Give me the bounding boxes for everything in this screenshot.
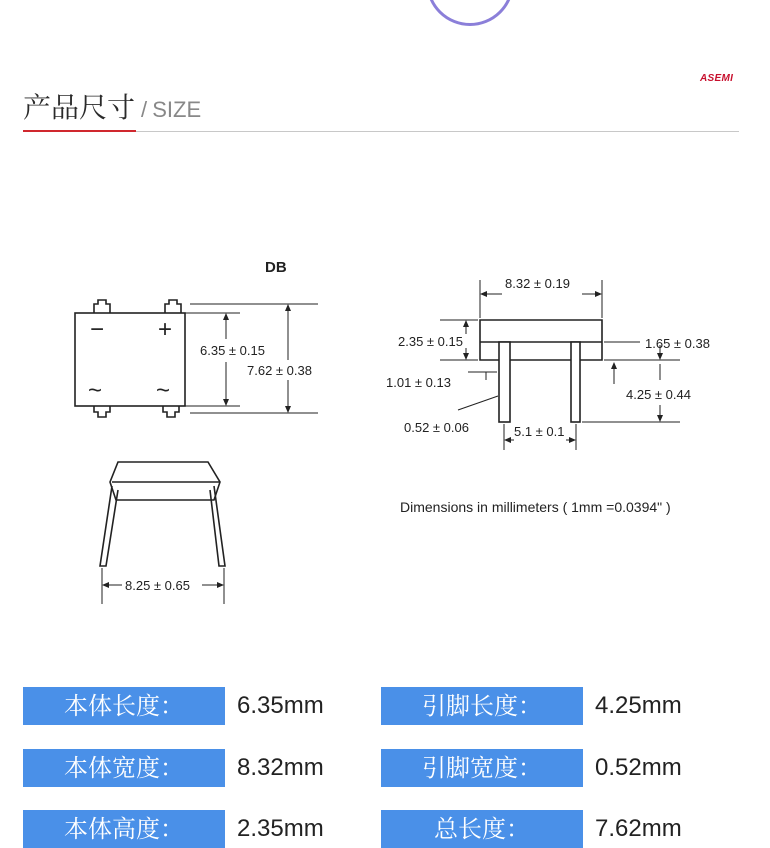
dim-outer-label: 7.62 ± 0.38 bbox=[247, 363, 312, 378]
dim-pitch-label: 5.1 ± 0.1 bbox=[514, 424, 565, 439]
profile-view bbox=[480, 320, 602, 422]
section-header bbox=[23, 86, 201, 126]
profile-pin-right bbox=[571, 342, 580, 422]
dim-standoff-label: 1.65 ± 0.38 bbox=[645, 336, 710, 351]
dim-inner-label: 6.35 ± 0.15 bbox=[200, 343, 265, 358]
ac-symbol-left: ~ bbox=[88, 377, 103, 404]
spec-label: 引脚长度： bbox=[381, 687, 583, 725]
top-view-dim-lines bbox=[185, 304, 318, 413]
dim-body-height-label: 2.35 ± 0.15 bbox=[398, 334, 463, 349]
pin-top-right bbox=[165, 300, 181, 313]
spec-label: 本体高度： bbox=[23, 810, 225, 848]
brand-logo: ASEMI bbox=[700, 73, 734, 84]
section-title-en: SIZE bbox=[152, 97, 202, 122]
spec-value: 0.52mm bbox=[595, 754, 682, 781]
decorative-circle bbox=[426, 0, 514, 26]
package-label: DB bbox=[265, 259, 287, 276]
side-view bbox=[100, 462, 225, 566]
spec-label: 引脚宽度： bbox=[381, 749, 583, 787]
spec-value: 6.35mm bbox=[237, 692, 324, 719]
pin-bottom-left bbox=[94, 406, 110, 417]
dim-width-label: 8.32 ± 0.19 bbox=[505, 276, 570, 291]
spec-label: 本体宽度： bbox=[23, 749, 225, 787]
dim-pin-width-label: 0.52 ± 0.06 bbox=[404, 420, 469, 435]
header-accent-bar bbox=[23, 130, 136, 132]
dim-step-label: 1.01 ± 0.13 bbox=[386, 375, 451, 390]
dim-span-label: 8.25 ± 0.65 bbox=[125, 578, 190, 593]
spec-label: 总长度： bbox=[381, 810, 583, 848]
dim-lead-length-label: 4.25 ± 0.44 bbox=[626, 387, 691, 402]
units-note: Dimensions in millimeters ( 1mm =0.0394" ) bbox=[400, 499, 671, 515]
top-view-arrowheads bbox=[223, 304, 291, 413]
spec-value: 2.35mm bbox=[237, 815, 324, 842]
spec-label: 本体长度： bbox=[23, 687, 225, 725]
title-separator: / bbox=[141, 97, 148, 122]
side-view-body bbox=[110, 462, 220, 500]
pin-top-left bbox=[94, 300, 110, 313]
pin-bottom-right bbox=[163, 406, 179, 417]
minus-symbol: − bbox=[90, 316, 105, 343]
ac-symbol-right: ~ bbox=[156, 377, 171, 404]
spec-value: 7.62mm bbox=[595, 815, 682, 842]
plus-symbol: + bbox=[158, 316, 173, 343]
profile-pin-left bbox=[499, 342, 510, 422]
section-title-cn: 产品尺寸 bbox=[23, 91, 136, 124]
spec-value: 8.32mm bbox=[237, 754, 324, 781]
spec-value: 4.25mm bbox=[595, 692, 682, 719]
dimension-diagram bbox=[0, 230, 770, 620]
